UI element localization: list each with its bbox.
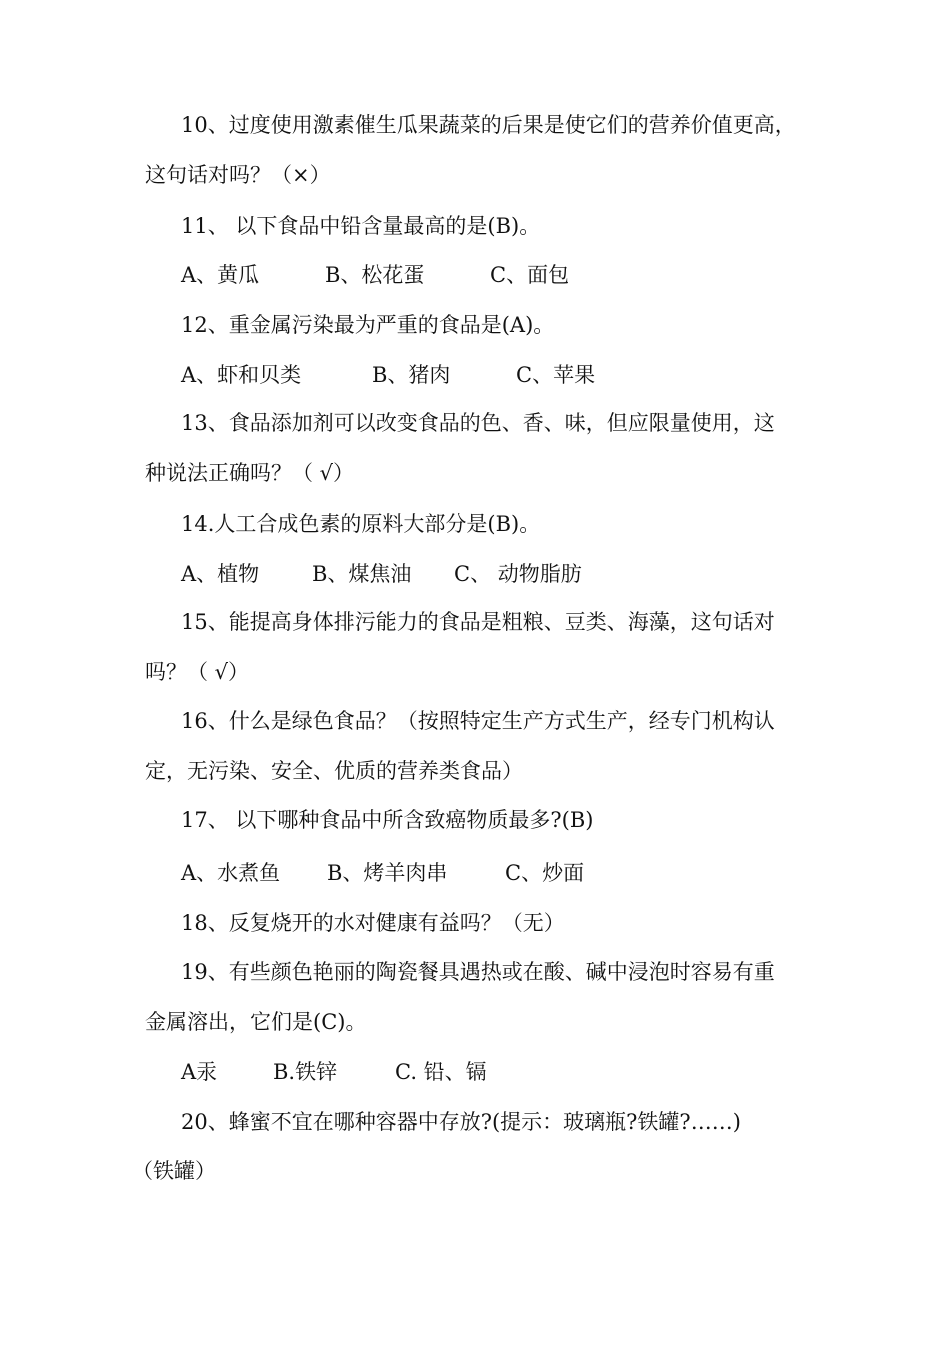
q19-line2: 金属溶出，它们是(C)。 [145, 1010, 367, 1034]
q15-line2: 吗？（ √） [145, 660, 250, 684]
q14-option-b: B、煤焦油 [312, 562, 412, 586]
q18-question: 18、反复烧开的水对健康有益吗？（无） [181, 911, 565, 935]
q19-option-a: A汞 [181, 1060, 218, 1084]
q17-option-c: C、炒面 [505, 861, 585, 885]
q15-line1: 15、能提高身体排污能力的食品是粗粮、豆类、海藻，这句话对 [181, 610, 775, 634]
q10-line2: 这句话对吗？（×） [145, 163, 331, 187]
q17-option-b: B、烤羊肉串 [327, 861, 448, 885]
q20-line1: 20、蜂蜜不宜在哪种容器中存放?(提示：玻璃瓶?铁罐?……) [181, 1110, 741, 1134]
q13-line2: 种说法正确吗？（ √） [145, 461, 355, 485]
q14-option-c: C、 动物脂肪 [454, 562, 582, 586]
q16-line2: 定，无污染、安全、优质的营养类食品） [145, 759, 523, 783]
q12-question: 12、重金属污染最为严重的食品是(A)。 [181, 313, 555, 337]
q19-line1: 19、有些颜色艳丽的陶瓷餐具遇热或在酸、碱中浸泡时容易有重 [181, 960, 775, 984]
q19-option-c: C. 铅、镉 [395, 1060, 487, 1084]
q13-line1: 13、食品添加剂可以改变食品的色、香、味，但应限量使用，这 [181, 411, 775, 435]
q20-line2: （铁罐） [132, 1159, 216, 1183]
q12-option-c: C、苹果 [516, 363, 596, 387]
q11-option-a: A、黄瓜 [181, 263, 260, 287]
q16-line1: 16、什么是绿色食品？（按照特定生产方式生产，经专门机构认 [181, 709, 775, 733]
q19-option-b: B.铁锌 [273, 1060, 338, 1084]
q12-option-a: A、虾和贝类 [181, 363, 302, 387]
q11-option-c: C、面包 [490, 263, 570, 287]
q10-line1: 10、过度使用激素催生瓜果蔬菜的后果是使它们的营养价值更高， [181, 113, 796, 137]
q14-question: 14.人工合成色素的原料大部分是(B)。 [181, 512, 541, 536]
q11-question: 11、 以下食品中铅含量最高的是(B)。 [181, 214, 541, 238]
q11-option-b: B、松花蛋 [325, 263, 425, 287]
q17-question: 17、 以下哪种食品中所含致癌物质最多?(B) [181, 808, 594, 832]
q17-option-a: A、水煮鱼 [181, 861, 281, 885]
q14-option-a: A、植物 [181, 562, 260, 586]
q12-option-b: B、猪肉 [372, 363, 451, 387]
